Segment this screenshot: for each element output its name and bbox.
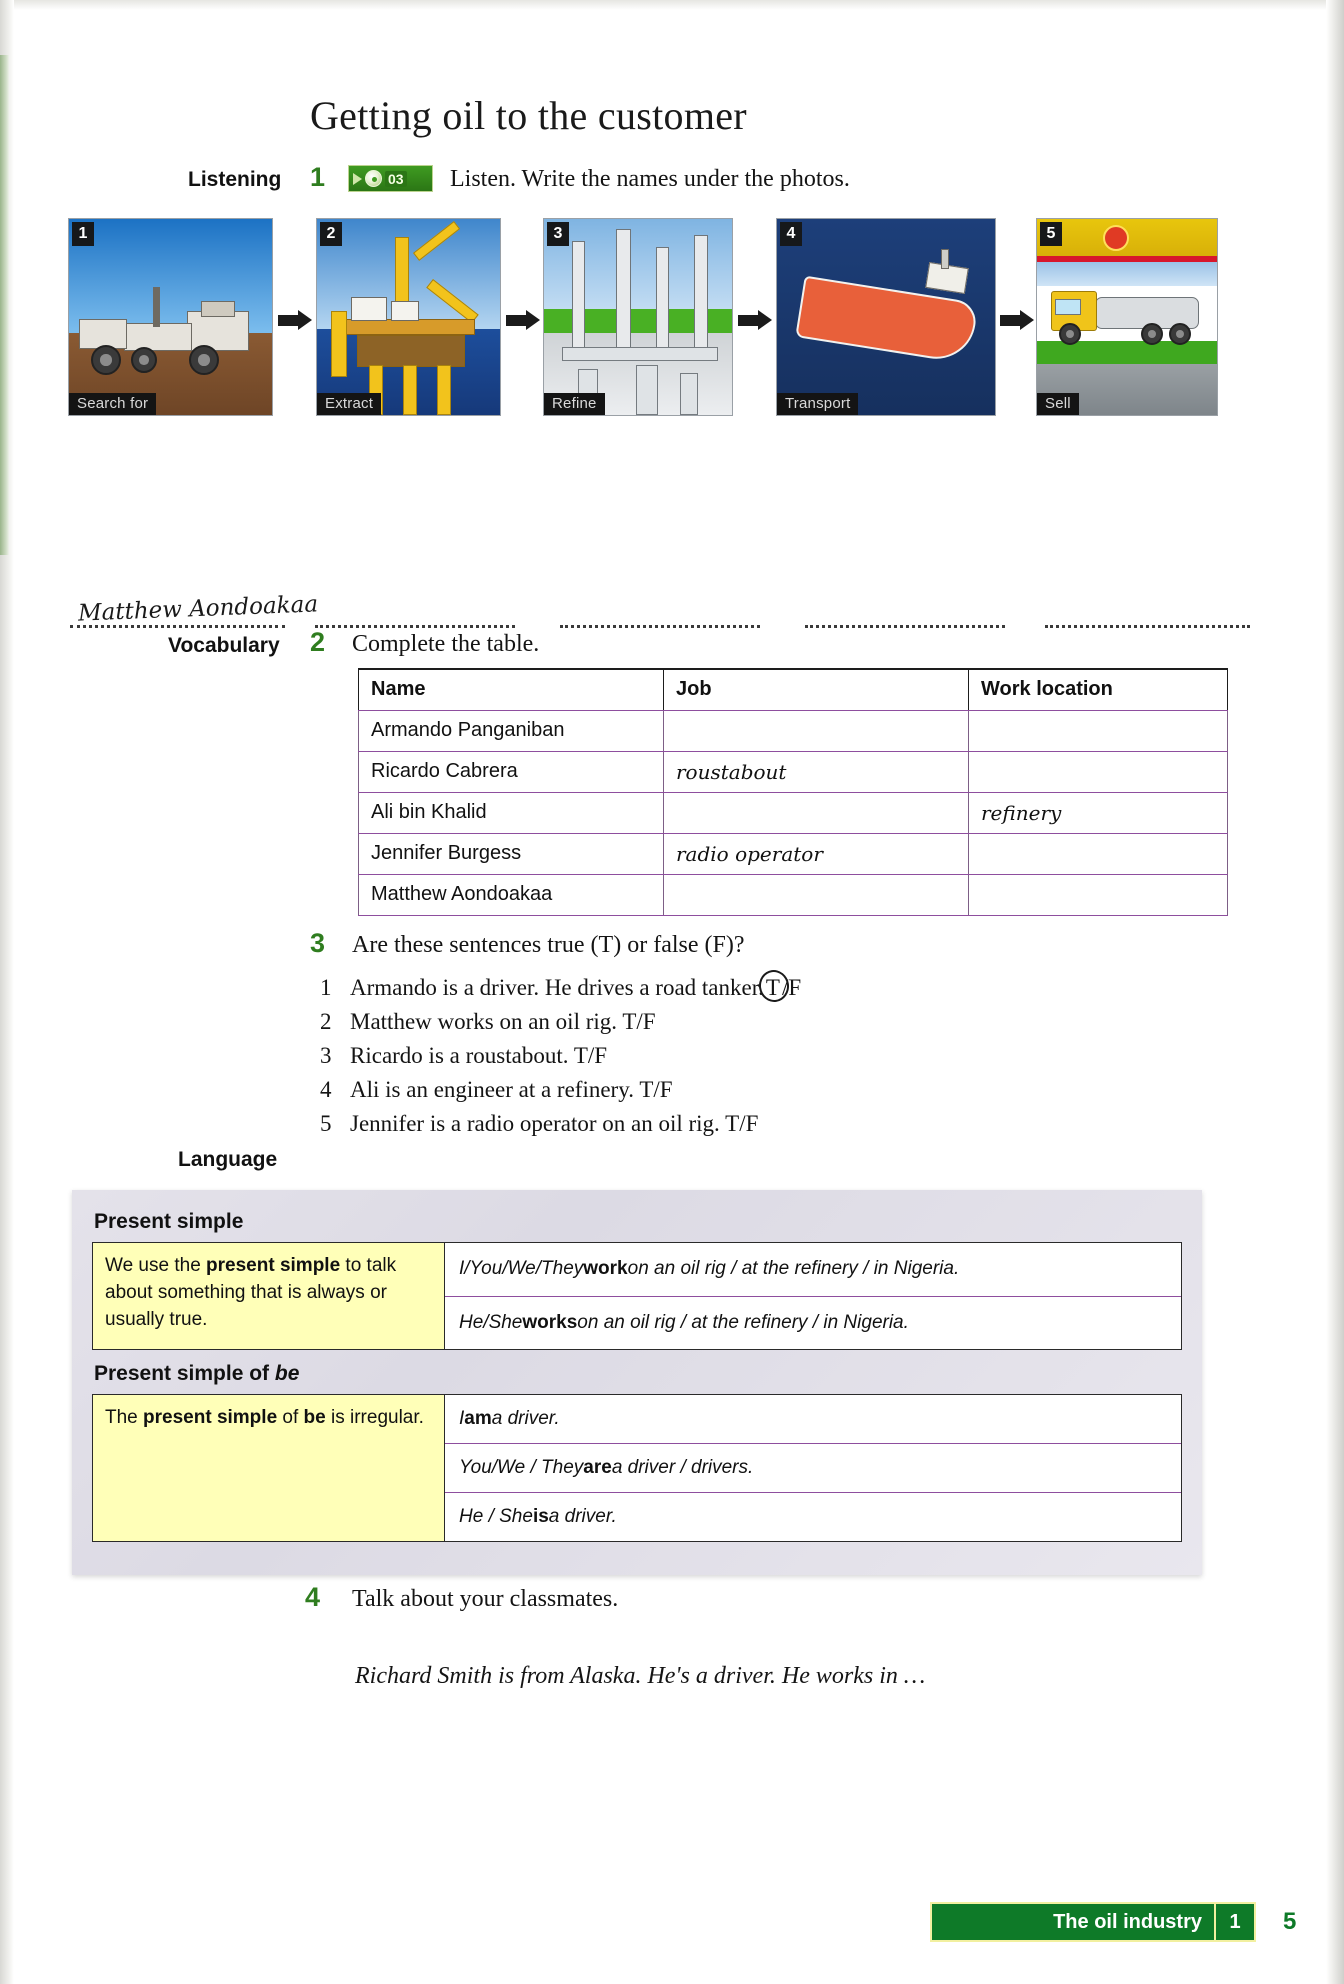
exercise-number-1: 1 (310, 162, 326, 192)
column-header-name: Name (359, 669, 664, 710)
example-post: on an oil rig / at the refinery / in Nigeria. (627, 1258, 960, 1280)
photo-number: 5 (1040, 222, 1062, 246)
example-verb: work (583, 1258, 628, 1280)
page-title: Getting oil to the customer (310, 93, 747, 138)
note-part-a: We use the (105, 1255, 207, 1276)
grammar-note-be (93, 1395, 445, 1541)
cell-job[interactable]: roustabout (664, 751, 969, 792)
chimney (656, 247, 669, 355)
example-pre: He/She (459, 1311, 523, 1333)
table-header-row (359, 669, 1228, 710)
example-pre: I (459, 1408, 465, 1429)
section-label-listening: Listening (188, 168, 282, 191)
example-pre: You/We / They (459, 1457, 584, 1478)
audio-track-number: 03 (385, 171, 407, 187)
photo-caption: Refine (544, 393, 605, 415)
photo-number: 1 (72, 222, 94, 246)
cell-name: Ali bin Khalid (359, 792, 664, 833)
grammar-example-row (445, 1395, 1181, 1443)
note-part-be: be (303, 1407, 326, 1428)
wheel (131, 347, 157, 373)
exercise-1-instruction: Listen. Write the names under the photos. (450, 166, 850, 192)
photo-number: 3 (547, 222, 569, 246)
grammar-table-present-simple-be (92, 1394, 1182, 1542)
process-photo-strip (68, 218, 1218, 416)
answer-slot-4[interactable] (805, 596, 1005, 630)
cell-name: Armando Panganiban (359, 710, 664, 751)
column-header-job: Job (664, 669, 969, 710)
answer-false[interactable]: F (788, 975, 802, 1000)
item-text: Matthew works on an oil rig. (350, 1009, 618, 1034)
answer-slot-5[interactable] (1045, 596, 1250, 630)
audio-track-badge[interactable] (348, 165, 433, 192)
tf-options[interactable]: T/F (725, 1111, 759, 1136)
tf-item-2 (320, 1009, 801, 1035)
photo-4-transport[interactable] (776, 218, 996, 416)
item-number: 3 (320, 1043, 332, 1068)
cell-job[interactable]: radio operator (664, 833, 969, 874)
cell-name: Ricardo Cabrera (359, 751, 664, 792)
wheel (91, 345, 121, 375)
dotted-line (805, 625, 1005, 628)
dotted-line (315, 625, 515, 628)
chimney (572, 241, 585, 351)
pipe-rack (562, 347, 718, 361)
answer-circled-true[interactable]: T (765, 975, 780, 1000)
photo-caption: Search for (69, 393, 156, 415)
grammar-examples-be (445, 1395, 1181, 1541)
grammar-example-row (445, 1443, 1181, 1492)
platform-truss (357, 335, 465, 367)
leg (403, 365, 417, 415)
exercise-4-example: Richard Smith is from Alaska. He's a driver. He works in … (355, 1663, 926, 1689)
wheel (1059, 323, 1081, 345)
footer-unit-banner (930, 1902, 1256, 1942)
answer-separator: / (781, 975, 789, 1000)
example-post: on an oil rig / at the refinery / in Nigeria. (577, 1311, 909, 1333)
table-row (359, 710, 1228, 751)
column-header-location: Work location (969, 669, 1228, 710)
item-number: 4 (320, 1077, 332, 1102)
chimney (616, 229, 631, 355)
photo-5-sell[interactable] (1036, 218, 1218, 416)
cell-name: Jennifer Burgess (359, 833, 664, 874)
cell-name: Matthew Aondoakaa (359, 874, 664, 915)
tf-item-4 (320, 1077, 801, 1103)
flow-arrow-4 (1000, 310, 1034, 330)
answer-lines-row (70, 591, 1230, 630)
wheel (189, 345, 219, 375)
dotted-line (1045, 625, 1250, 628)
table-row (359, 751, 1228, 792)
photo-1-search-for[interactable] (68, 218, 273, 416)
scan-top-edge (0, 0, 1344, 10)
vocabulary-table (358, 668, 1228, 916)
cab-roof (201, 301, 235, 317)
tf-item-3 (320, 1043, 801, 1069)
item-text: Ricardo is a roustabout. (350, 1043, 569, 1068)
module (351, 297, 387, 321)
item-text: Armando is a driver. He drives a road tanker. (350, 975, 764, 1000)
grammar-table-present-simple (92, 1242, 1182, 1350)
grammar-heading-present-simple-be (94, 1362, 299, 1386)
cell-location[interactable] (969, 833, 1228, 874)
ship-mast (941, 249, 949, 269)
answer-slot-2[interactable] (315, 596, 515, 630)
example-post: a driver. (491, 1408, 560, 1429)
dotted-line (560, 625, 760, 628)
tf-item-5 (320, 1111, 801, 1137)
photo-number: 2 (320, 222, 342, 246)
scan-left-green-band (0, 55, 9, 555)
photo-3-refine[interactable] (543, 218, 733, 416)
answer-slot-3[interactable] (560, 596, 760, 630)
exercise-4-instruction: Talk about your classmates. (352, 1586, 619, 1612)
item-number: 5 (320, 1111, 332, 1136)
tf-item-1 (320, 975, 801, 1001)
exercise-2-instruction: Complete the table. (352, 631, 540, 657)
item-text: Jennifer is a radio operator on an oil rig. (350, 1111, 720, 1136)
photo-number: 4 (780, 222, 802, 246)
example-verb: is (532, 1506, 549, 1527)
play-icon (353, 173, 362, 185)
example-pre: He / She (459, 1506, 533, 1527)
leg (331, 311, 347, 377)
photo-2-extract[interactable] (316, 218, 501, 416)
item-text: Ali is an engineer at a refinery. (350, 1077, 634, 1102)
station-sign (1103, 225, 1129, 251)
cell-location[interactable] (969, 710, 1228, 751)
cell-location[interactable]: refinery (969, 792, 1228, 833)
table-row (359, 792, 1228, 833)
truck-bed (124, 323, 192, 351)
example-verb: are (583, 1457, 612, 1478)
footer-unit-number: 1 (1214, 1904, 1254, 1940)
handwritten-answer-1: Matthew Aondoakaa (77, 591, 319, 627)
item-number: 2 (320, 1009, 332, 1034)
grammar-heading-present-simple: Present simple (94, 1210, 244, 1233)
section-label-vocabulary: Vocabulary (168, 634, 280, 657)
exercise-number-3: 3 (310, 928, 326, 958)
language-grammar-box (72, 1190, 1202, 1575)
heading-part-be: be (274, 1362, 300, 1385)
photo-caption: Extract (317, 393, 381, 415)
photo-caption: Transport (777, 393, 858, 415)
section-label-language: Language (178, 1148, 278, 1171)
table-row (359, 833, 1228, 874)
grammar-note-present-simple (93, 1243, 445, 1349)
page-number: 5 (1283, 1908, 1297, 1935)
note-part-c: to talk about something that is always or usually true. (105, 1255, 397, 1330)
module (391, 301, 419, 321)
example-verb: works (522, 1311, 578, 1333)
note-part-b: present simple (143, 1407, 278, 1428)
note-part-c: of (277, 1407, 304, 1428)
heading-part-a: Present simple of (94, 1362, 275, 1385)
dotted-line (70, 625, 285, 628)
photo-caption: Sell (1037, 393, 1079, 415)
exercise-number-2: 2 (310, 627, 326, 657)
tf-options[interactable]: T/F (573, 1043, 608, 1068)
exercise-3-instruction: Are these sentences true (T) or false (F)? (352, 932, 745, 958)
cab-windscreen (1055, 299, 1081, 315)
example-post: a driver / drivers. (611, 1457, 754, 1478)
distillation-column (680, 373, 698, 415)
note-part-a: The (105, 1407, 144, 1428)
cell-job[interactable] (664, 792, 969, 833)
truck-cab (187, 311, 249, 351)
flow-arrow-2 (506, 310, 540, 330)
wheel (1169, 323, 1191, 345)
cell-location[interactable] (969, 751, 1228, 792)
platform-deck (337, 319, 475, 335)
grammar-example-row (445, 1243, 1181, 1296)
exercise-number-4: 4 (305, 1582, 321, 1612)
example-pre: I/You/We/They (459, 1258, 584, 1280)
tf-options[interactable]: T/F (622, 1009, 656, 1034)
scan-right-edge (1326, 0, 1344, 1984)
distillation-column (636, 365, 658, 415)
tf-options[interactable]: T/F (639, 1077, 673, 1102)
cell-job[interactable] (664, 710, 969, 751)
item-number: 1 (320, 975, 332, 1000)
flow-arrow-3 (738, 310, 772, 330)
table-row (359, 874, 1228, 915)
footer-unit-title: The oil industry (1053, 1910, 1202, 1933)
leg (437, 365, 451, 415)
grammar-example-row (445, 1492, 1181, 1541)
grammar-example-row (445, 1296, 1181, 1350)
flow-arrow-1 (278, 310, 312, 330)
example-verb: am (464, 1408, 492, 1429)
cell-job[interactable] (664, 874, 969, 915)
wheel (1141, 323, 1163, 345)
note-part-e: is irregular. (325, 1407, 424, 1428)
answer-slot-1[interactable] (70, 591, 319, 630)
true-false-question-list (320, 975, 801, 1145)
example-post: a driver. (548, 1506, 617, 1527)
note-part-b: present simple (206, 1255, 341, 1276)
cell-location[interactable] (969, 874, 1228, 915)
chimney (694, 235, 708, 355)
cd-icon (365, 170, 382, 187)
mast (153, 287, 160, 327)
grammar-examples (445, 1243, 1181, 1349)
